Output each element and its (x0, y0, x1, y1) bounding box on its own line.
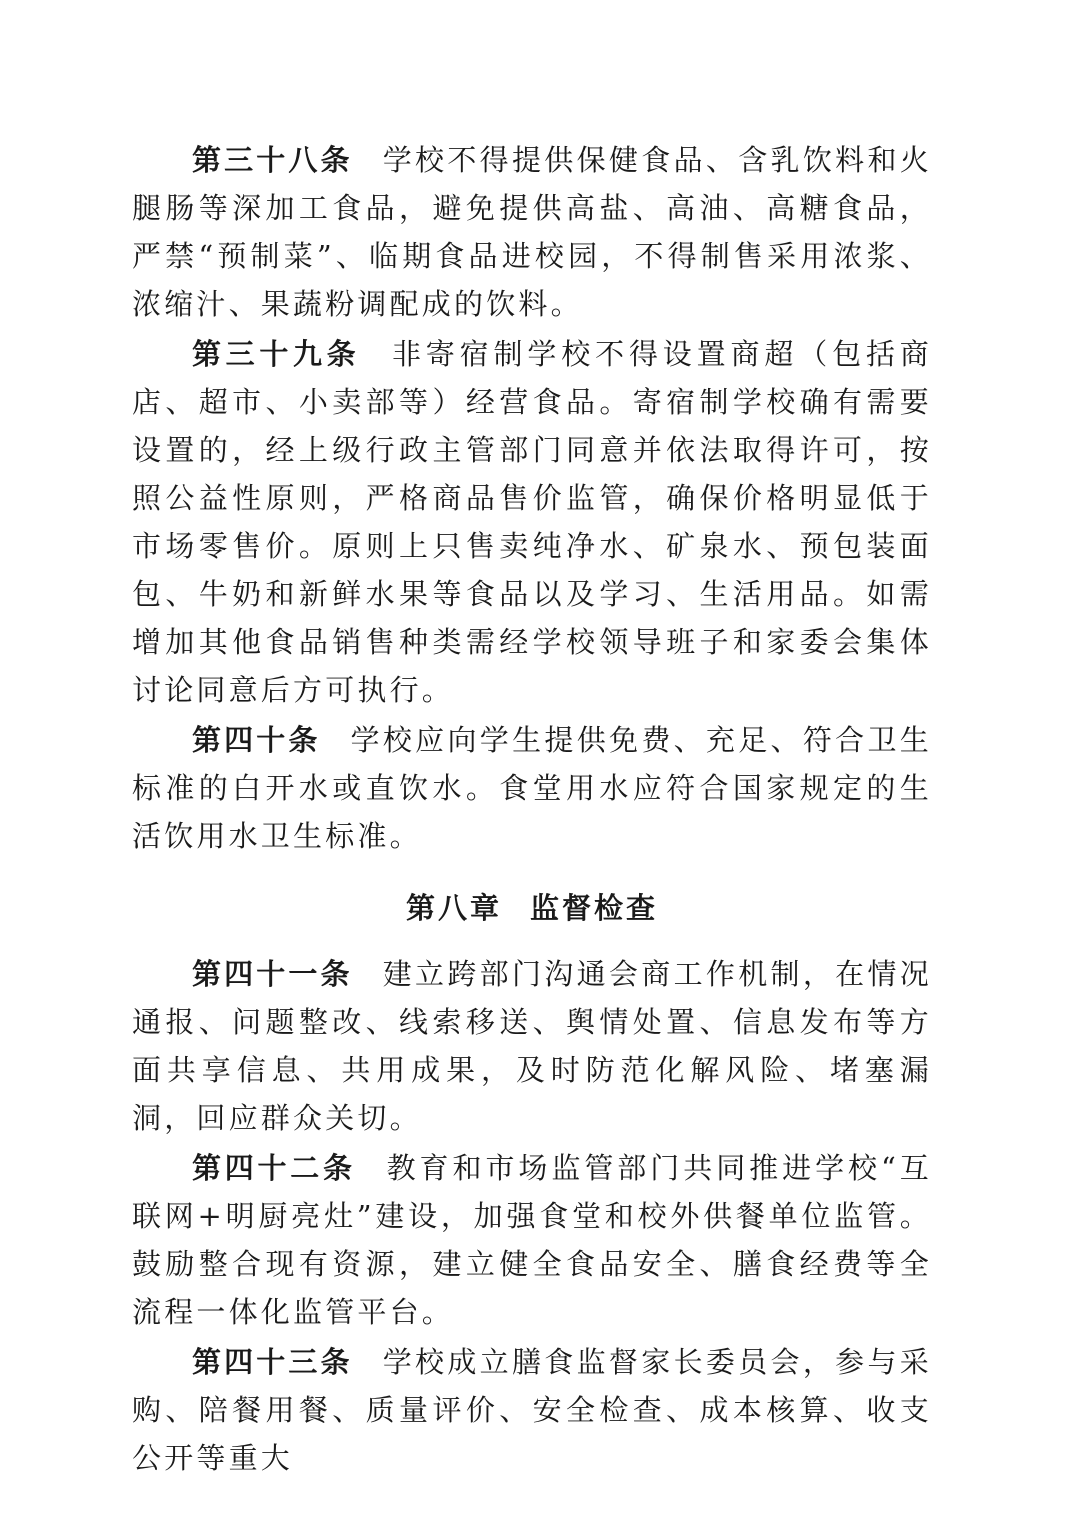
document-page (132, 136, 932, 1482)
article-body: 教育和市场监管部门共同推进学校“互联网+明厨亮灶”建设，加强食堂和校外供餐单位监管。鼓励整合现有资源，建立健全食品安全、膳食经费等全流程一体化监管平台。 (132, 1151, 932, 1329)
article-heading: 第三十八条 (192, 143, 353, 177)
article-41 (132, 950, 932, 1142)
article-heading: 第四十三条 (192, 1345, 353, 1379)
article-39 (132, 330, 932, 714)
article-heading: 第四十二条 (192, 1151, 356, 1185)
article-body: 非寄宿制学校不得设置商超（包括商店、超市、小卖部等）经营食品。寄宿制学校确有需要设置的，经上级行政主管部门同意并依法取得许可，按照公益性原则，严格商品售价监管，确保价格明显低于市场零售价。原则上只售卖纯净水、矿泉水、预包装面包、牛奶和新鲜水果等食品以及学习、生活用品。如需增加其他食品销售种类需经学校领导班子和家委会集体讨论同意后方可执行。 (132, 337, 932, 707)
article-40 (132, 716, 932, 860)
article-body: 学校应向学生提供免费、充足、符合卫生标准的白开水或直饮水。食堂用水应符合国家规定的生活饮用水卫生标准。 (132, 723, 932, 853)
chapter-number: 第八章 (405, 891, 502, 925)
article-38 (132, 136, 932, 328)
article-heading: 第三十九条 (192, 337, 361, 371)
article-body: 建立跨部门沟通会商工作机制，在情况通报、问题整改、线索移送、舆情处置、信息发布等方面共享信息、共用成果，及时防范化解风险、堵塞漏洞，回应群众关切。 (132, 957, 932, 1135)
article-body: 学校不得提供保健食品、含乳饮料和火腿肠等深加工食品，避免提供高盐、高油、高糖食品，严禁“预制菜”、临期食品进校园，不得制售采用浓浆、浓缩汁、果蔬粉调配成的饮料。 (132, 143, 932, 321)
article-43 (132, 1338, 932, 1482)
article-42 (132, 1144, 932, 1336)
article-heading: 第四十条 (192, 723, 321, 757)
article-heading: 第四十一条 (192, 957, 353, 991)
article-body: 学校成立膳食监督家长委员会，参与采购、陪餐用餐、质量评价、安全检查、成本核算、收支公开等重大 (132, 1345, 932, 1475)
chapter-heading (132, 884, 932, 932)
chapter-title: 监督检查 (530, 891, 659, 925)
